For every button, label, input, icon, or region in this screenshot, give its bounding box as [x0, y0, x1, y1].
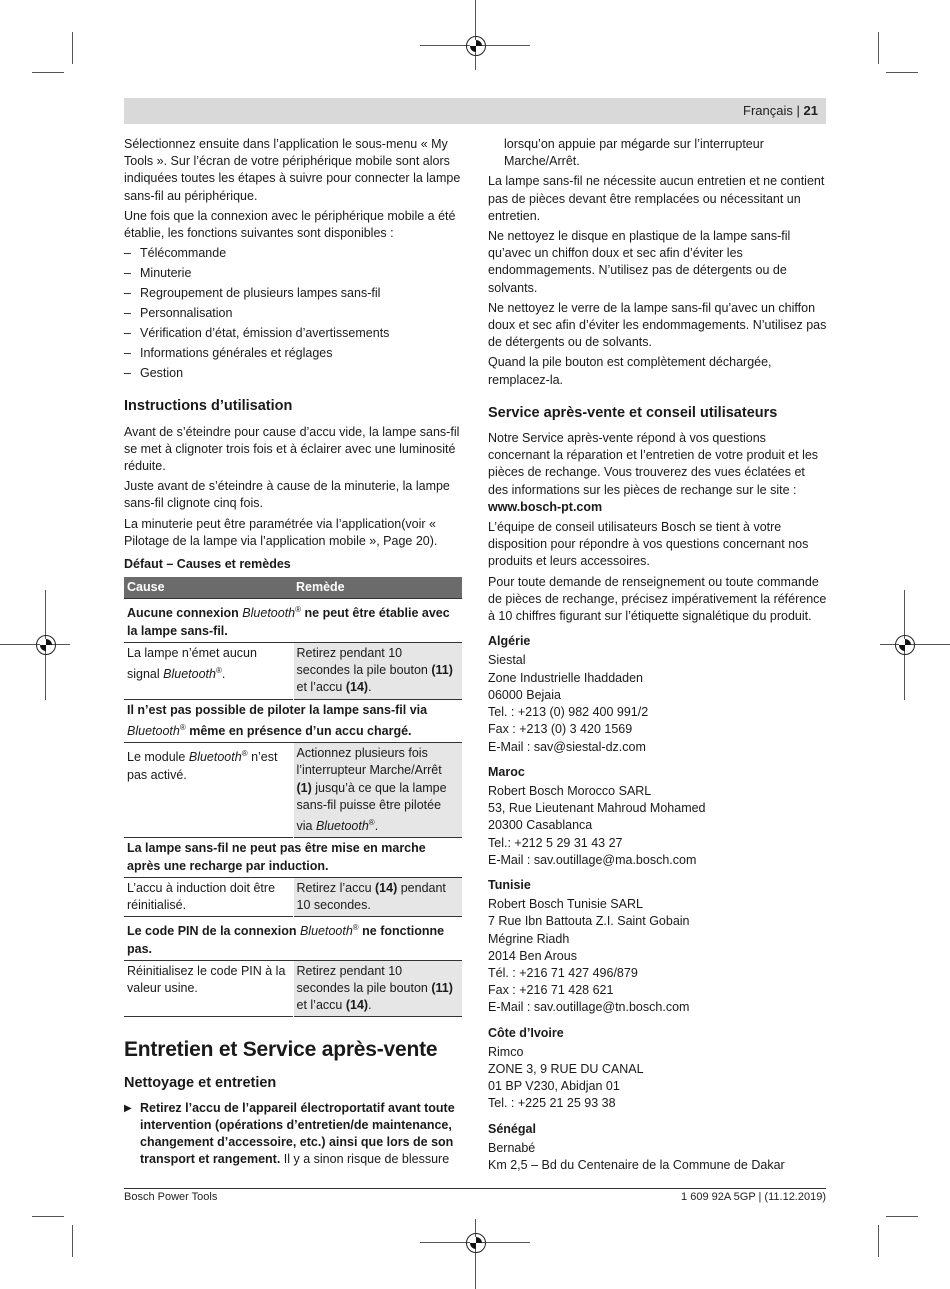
address-algerie: Algérie Siestal Zone Industrielle Ihaddaden 06000 Bejaia Tel. : +213 (0) 982 400 991/2 Fax : +213 (0) 3 420 1569 E-Mail : sav@siestal-dz.com — [488, 633, 828, 755]
service-paragraph-2: L’équipe de conseil utilisateurs Bosch se tient à votre disposition pour répondre à vos questions concernant nos produits et leurs accessoires. — [488, 520, 809, 569]
footer-divider — [124, 1188, 826, 1189]
warning-bold-text: Retirez l’accu de l’appareil électroportatif avant toute intervention (opérations d’entretien/de maintenance, changement d’accessoire, etc.) ainsi que lors de son transport et rangement. — [140, 1100, 455, 1167]
list-item: – Minuterie — [124, 265, 464, 282]
remedy-cell: Retirez l’accu (14) pendant 10 secondes. — [293, 877, 462, 916]
left-column — [124, 136, 464, 1169]
column-header-remedy: Remède — [293, 577, 462, 599]
country-name: Algérie — [488, 634, 531, 649]
problem-text: La lampe sans-fil ne peut pas être mise en marche après une recharge par induction. — [124, 838, 462, 877]
table-row — [124, 877, 462, 916]
instructions-paragraph-2: Juste avant de s’éteindre à cause de la minuterie, la lampe sans-fil clignote cinq fois. — [124, 479, 450, 511]
continued-text: lorsqu’on appuie par mégarde sur l’interrupteur Marche/Arrêt. — [504, 137, 764, 169]
problem-text: Aucune connexion Bluetooth® ne peut être établie avec la lampe sans-fil. — [124, 599, 462, 643]
table-title: Défaut – Causes et remèdes — [124, 557, 291, 572]
country-name: Côte d’Ivoire — [488, 1025, 564, 1040]
section-heading: Entretien et Service après-vente — [124, 1038, 438, 1062]
problem-text: Le code PIN de la connexion Bluetooth® ne fonctionne pas. — [124, 917, 462, 961]
page-header — [124, 98, 826, 124]
problem-row — [124, 599, 462, 643]
right-column — [488, 136, 828, 1174]
service-heading: Service après-vente et conseil utilisateurs — [488, 404, 778, 421]
list-item: – Télécommande — [124, 245, 464, 262]
function-list — [124, 245, 464, 382]
cleaning-paragraph-1: La lampe sans-fil ne nécessite aucun entretien et ne contient pas de pièces devant être remplacées ou nécessitant un entretien. — [488, 174, 825, 223]
list-item: – Vérification d’état, émission d’avertissements — [124, 325, 464, 342]
instructions-paragraph-1: Avant de s’éteindre pour cause d’accu vide, la lampe sans-fil se met à clignoter trois fois et à éclairer avec une luminosité réduite. — [124, 424, 460, 474]
warning-text: Il y a sinon risque de blessure — [280, 1152, 450, 1167]
country-name: Sénégal — [488, 1121, 536, 1136]
cleaning-paragraph-2: Ne nettoyez le disque en plastique de la lampe sans-fil qu’avec un chiffon doux et sec afin d’éviter les endommagements. N’utilisez pas de détergents ou de solvants. — [488, 229, 791, 295]
header-text — [743, 103, 818, 118]
instructions-heading: Instructions d’utilisation — [124, 398, 293, 415]
header-separator: | — [796, 103, 800, 118]
country-name: Tunisie — [488, 877, 531, 892]
footer-left: Bosch Power Tools — [124, 1191, 218, 1203]
instructions-paragraph-3: La minuterie peut être paramétrée via l’application(voir « Pilotage de la lampe via l’application mobile », Page 20). — [124, 516, 438, 548]
remedy-cell: Retirez pendant 10 secondes la pile bouton (11) et l’accu (14). — [293, 643, 462, 700]
table-header-row — [124, 577, 462, 599]
address-cote-divoire: Côte d’Ivoire Rimco ZONE 3, 9 RUE DU CANAL 01 BP V230, Abidjan 01 Tel. : +225 21 25 93 38 — [488, 1025, 828, 1113]
service-link[interactable]: www.bosch-pt.com — [488, 499, 603, 514]
cause-cell: Réinitialisez le code PIN à la valeur usine. — [124, 960, 293, 1017]
service-paragraph-1: Notre Service après-vente répond à vos questions concernant la réparation et l’entretien de votre produit et les pièces de rechange. Vous trouverez des vues éclatées et des informations sur les pièces de rechange sur le site : www.bosch-pt.com — [488, 431, 819, 514]
list-item: – Regroupement de plusieurs lampes sans-fil — [124, 285, 464, 302]
cause-cell: L’accu à induction doit être réinitialisé. — [124, 877, 293, 916]
intro-paragraph-1: Sélectionnez ensuite dans l’application le sous-menu « My Tools ». Sur l’écran de votre périphérique mobile sont alors indiquées toutes les étapes à suivre pour connecter la lampe sans-fil au périphérique. — [124, 137, 461, 203]
cleaning-paragraph-4: Quand la pile bouton est complètement déchargée, remplacez-la. — [488, 355, 772, 387]
cleaning-heading: Nettoyage et entretien — [124, 1074, 277, 1091]
problem-row — [124, 699, 462, 743]
cause-cell: La lampe n’émet aucun signal Bluetooth®. — [124, 643, 293, 700]
header-language: Français — [743, 103, 793, 118]
list-item: – Personnalisation — [124, 305, 464, 322]
service-paragraph-3: Pour toute demande de renseignement ou toute commande de pièces de rechange, précisez impérativement la référence à 10 chiffres figurant sur l’étiquette signalétique du produit. — [488, 574, 827, 624]
problem-text: Il n’est pas possible de piloter la lampe sans-fil via Bluetooth® même en présence d’un accu chargé. — [124, 699, 462, 743]
problem-row — [124, 838, 462, 877]
list-item: – Informations générales et réglages — [124, 345, 464, 362]
list-item: – Gestion — [124, 365, 464, 382]
country-name: Maroc — [488, 764, 525, 779]
cause-cell: Le module Bluetooth® n’est pas activé. — [124, 743, 293, 838]
table-row — [124, 960, 462, 1017]
intro-paragraph-2: Une fois que la connexion avec le périphérique mobile a été établie, les fonctions suivantes sont disponibles : — [124, 208, 456, 241]
cleaning-paragraph-3: Ne nettoyez le verre de la lampe sans-fil qu’avec un chiffon doux et sec afin d’éviter les endommagements. N’utilisez pas de détergents ou de solvants. — [488, 300, 827, 350]
problem-row — [124, 917, 462, 961]
address-maroc: Maroc Robert Bosch Morocco SARL 53, Rue Lieutenant Mahroud Mohamed 20300 Casablanca Tel.: +212 5 29 31 43 27 E-Mail : sav.outillage@ma.bosch.com — [488, 764, 828, 869]
page-number: 21 — [803, 103, 818, 118]
troubleshooting-table — [124, 577, 462, 1017]
footer-right: 1 609 92A 5GP | (11.12.2019) — [681, 1191, 826, 1203]
remedy-cell: Retirez pendant 10 secondes la pile bouton (11) et l’accu (14). — [293, 960, 462, 1017]
address-tunisie: Tunisie Robert Bosch Tunisie SARL 7 Rue Ibn Battouta Z.I. Saint Gobain Mégrine Riadh 2014 Ben Arous Tél. : +216 71 427 496/879 Fax : +216 71 428 621 E-Mail : sav.outillage@tn.bosch.com — [488, 877, 828, 1017]
address-senegal: Sénégal Bernabé Km 2,5 – Bd du Centenaire de la Commune de Dakar — [488, 1121, 828, 1175]
remedy-cell: Actionnez plusieurs fois l’interrupteur Marche/Arrêt (1) jusqu’à ce que la lampe sans-fil puisse être pilotée via Bluetooth®. — [293, 743, 462, 838]
warning-item — [124, 1100, 464, 1169]
table-row — [124, 743, 462, 838]
table-row — [124, 643, 462, 700]
column-header-cause: Cause — [124, 577, 293, 599]
